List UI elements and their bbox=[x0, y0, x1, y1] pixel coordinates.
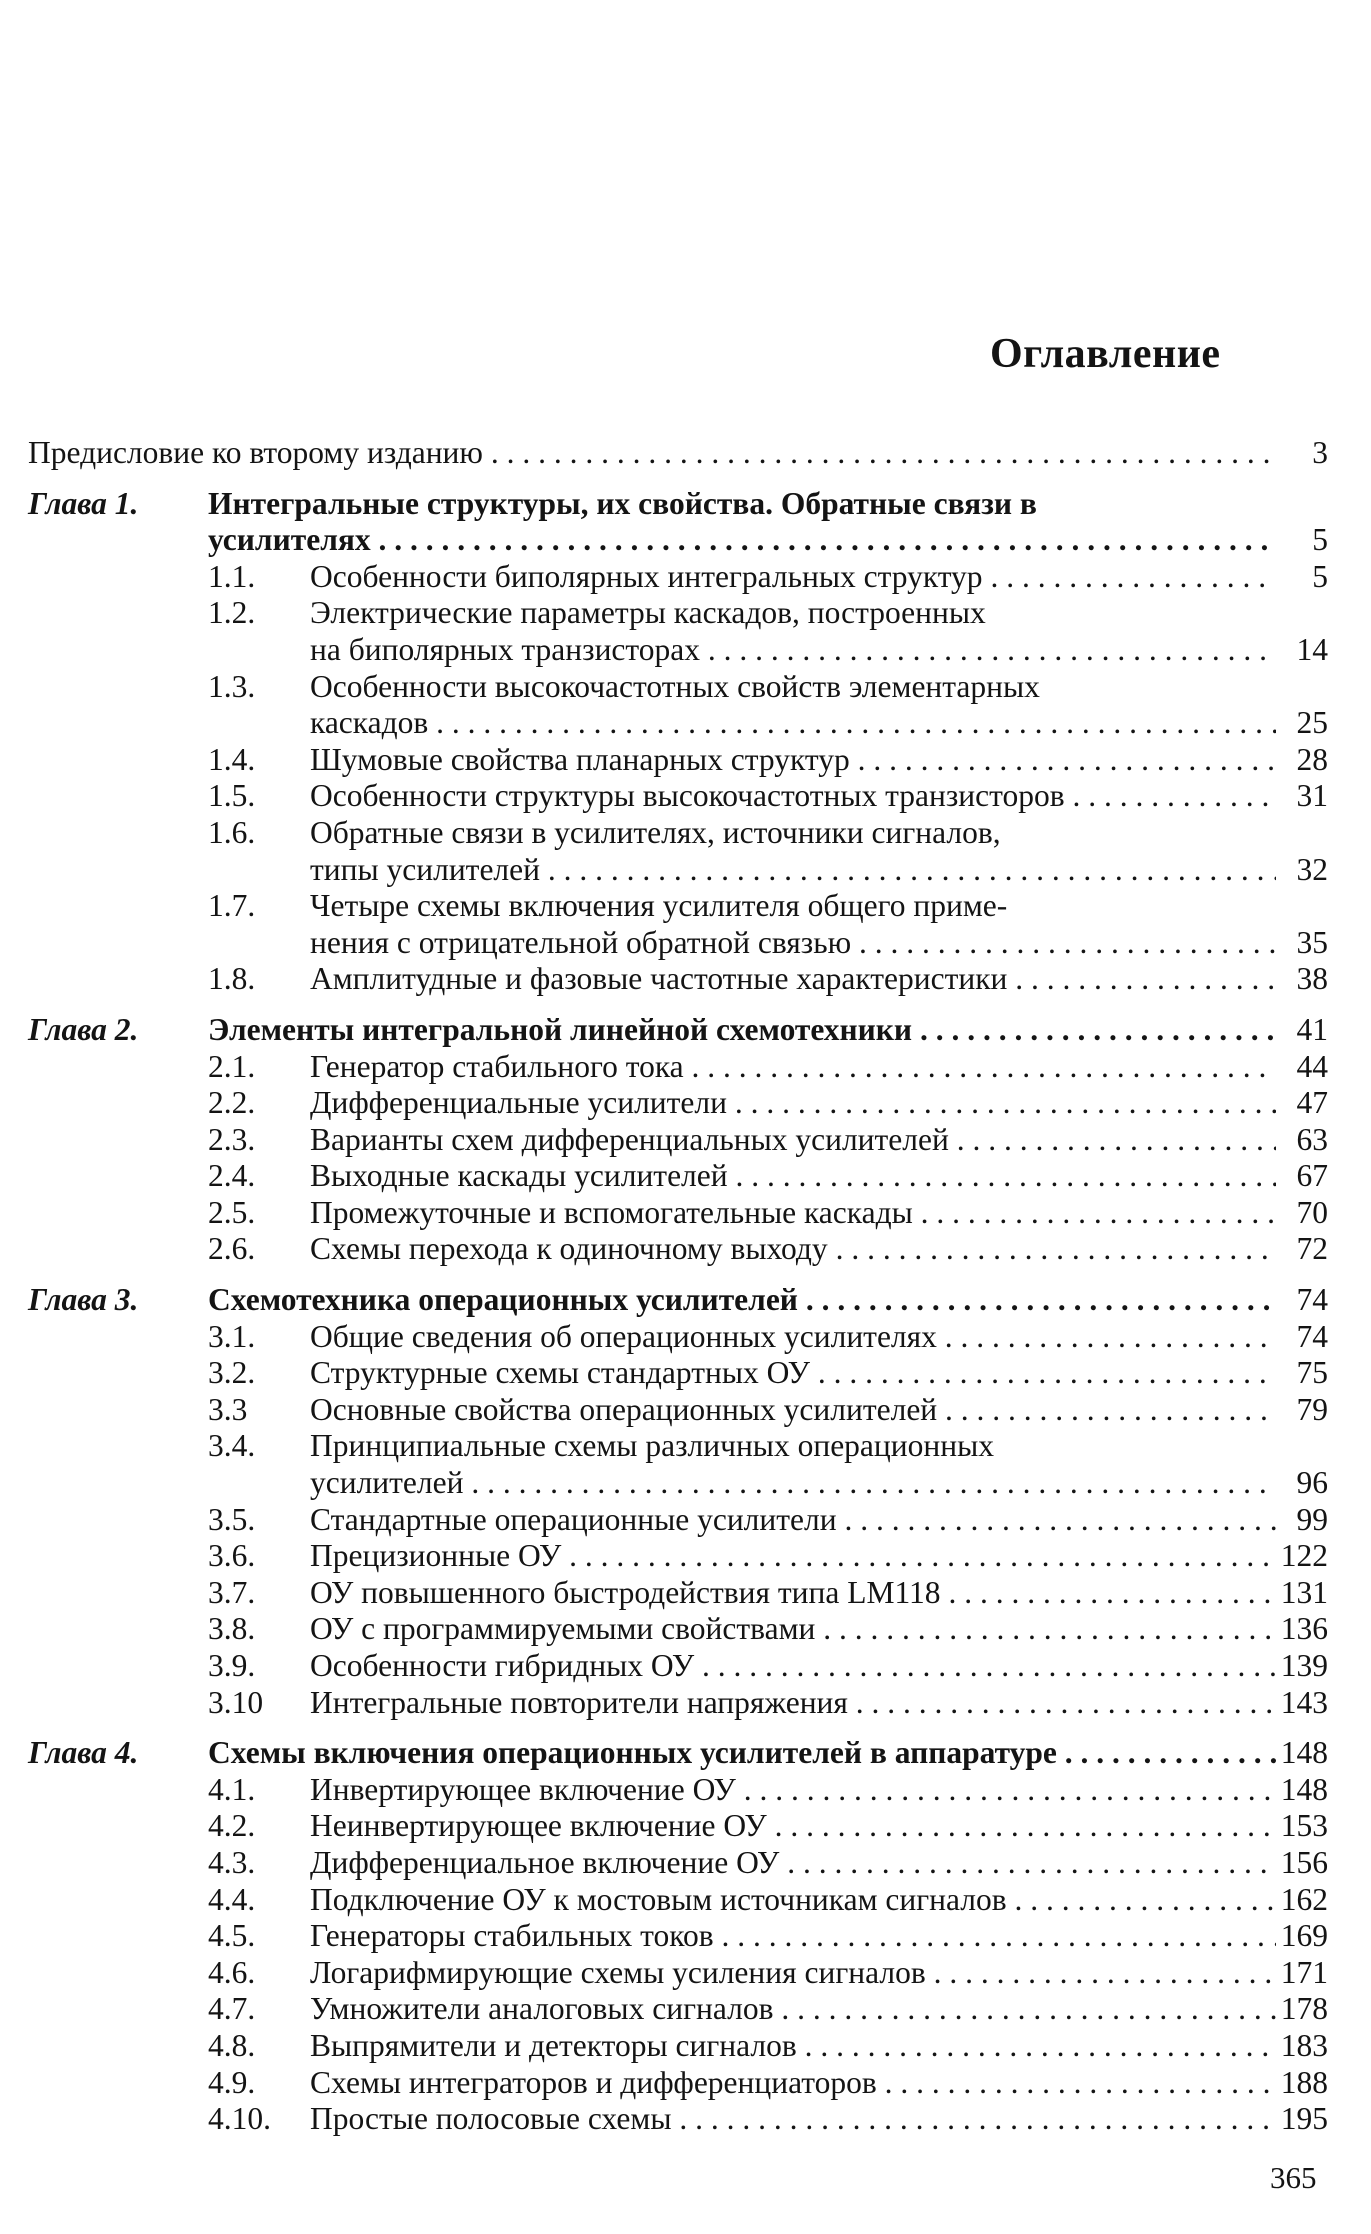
section-title: Электрические параметры каскадов, построенных bbox=[310, 595, 986, 631]
section-page: 5 bbox=[1312, 558, 1328, 594]
section-entry bbox=[28, 632, 1328, 669]
chapter-label: Глава 1. bbox=[28, 485, 139, 521]
section-entry bbox=[28, 778, 1328, 815]
section-entry bbox=[28, 1085, 1328, 1122]
section-title: Промежуточные и вспомогательные каскады . . . bbox=[310, 1195, 1276, 1232]
section-page: 148 bbox=[1280, 1771, 1328, 1807]
section-title: усилителей . . . bbox=[310, 1465, 1276, 1502]
section-number: 3.10 bbox=[208, 1684, 264, 1720]
section-page: 122 bbox=[1280, 1538, 1328, 1574]
section-number: 3.6. bbox=[208, 1538, 256, 1574]
section-entry bbox=[28, 2028, 1328, 2065]
section-page: 70 bbox=[1296, 1194, 1328, 1230]
section-entry bbox=[28, 1808, 1328, 1845]
entry-text: Предисловие ко второму изданию . . . bbox=[28, 435, 1276, 472]
section-entry bbox=[28, 669, 1328, 706]
section-entry bbox=[28, 1918, 1328, 1955]
section-title: Генератор стабильного тока . . . bbox=[310, 1049, 1276, 1086]
section-title: Схемы интеграторов и дифференциаторов . . . bbox=[310, 2065, 1276, 2102]
section-number: 1.5. bbox=[208, 778, 256, 814]
section-entry bbox=[28, 705, 1328, 742]
section-page: 47 bbox=[1296, 1085, 1328, 1121]
section-number: 4.4. bbox=[208, 1881, 256, 1917]
section-entry bbox=[28, 1575, 1328, 1612]
section-page: 35 bbox=[1296, 924, 1328, 960]
section-entry bbox=[28, 742, 1328, 779]
section-number: 3.4. bbox=[208, 1428, 256, 1464]
chapter-heading bbox=[28, 1282, 1328, 1319]
section-page: 79 bbox=[1296, 1391, 1328, 1427]
section-entry bbox=[28, 2065, 1328, 2102]
section-title: Четыре схемы включения усилителя общего приме- bbox=[310, 888, 1008, 924]
section-title: Инвертирующее включение ОУ . . . bbox=[310, 1772, 1276, 1809]
section-number: 2.5. bbox=[208, 1194, 256, 1230]
section-title: Интегральные повторители напряжения . . . bbox=[310, 1685, 1276, 1722]
section-title: Подключение ОУ к мостовым источникам сигналов . . . bbox=[310, 1882, 1276, 1919]
section-title: Дифференциальное включение ОУ . . . bbox=[310, 1845, 1276, 1882]
section-title: Выпрямители и детекторы сигналов . . . bbox=[310, 2028, 1276, 2065]
page-number: 365 bbox=[1270, 2160, 1317, 2195]
section-number: 1.8. bbox=[208, 961, 256, 997]
section-page: 25 bbox=[1296, 705, 1328, 741]
section-title: Особенности гибридных ОУ . . . bbox=[310, 1648, 1276, 1685]
section-page: 67 bbox=[1296, 1158, 1328, 1194]
section-number: 3.8. bbox=[208, 1611, 256, 1647]
section-number: 4.7. bbox=[208, 1991, 256, 2027]
section-entry bbox=[28, 888, 1328, 925]
section-title: Принципиальные схемы различных операционных bbox=[310, 1428, 995, 1464]
section-entry bbox=[28, 1955, 1328, 1992]
section-page: 31 bbox=[1296, 778, 1328, 814]
section-title: Стандартные операционные усилители . . . bbox=[310, 1502, 1276, 1539]
section-entry bbox=[28, 1319, 1328, 1356]
section-entry bbox=[28, 815, 1328, 852]
section-title: Амплитудные и фазовые частотные характеристики . . . bbox=[310, 961, 1276, 998]
section-title: Основные свойства операционных усилителей . . . bbox=[310, 1392, 1276, 1429]
section-title: Выходные каскады усилителей . . . bbox=[310, 1158, 1276, 1195]
section-title: каскадов . . . bbox=[310, 705, 1276, 742]
section-entry bbox=[28, 1122, 1328, 1159]
chapter-label: Глава 2. bbox=[28, 1011, 139, 1047]
section-page: 63 bbox=[1296, 1121, 1328, 1157]
section-page: 188 bbox=[1280, 2064, 1328, 2100]
entry-page: 3 bbox=[1312, 435, 1328, 470]
section-entry bbox=[28, 1502, 1328, 1539]
section-entry bbox=[28, 2101, 1328, 2138]
chapter-heading-cont bbox=[28, 522, 1328, 559]
section-number: 1.6. bbox=[208, 814, 256, 850]
section-page: 143 bbox=[1280, 1684, 1328, 1720]
chapter-page: 5 bbox=[1312, 522, 1328, 558]
section-page: 162 bbox=[1280, 1881, 1328, 1917]
section-entry bbox=[28, 1392, 1328, 1429]
section-page: 28 bbox=[1296, 741, 1328, 777]
section-page: 99 bbox=[1296, 1501, 1328, 1537]
section-number: 1.1. bbox=[208, 558, 256, 594]
section-number: 4.9. bbox=[208, 2064, 256, 2100]
section-entry bbox=[28, 1355, 1328, 1392]
section-title: Логарифмирующие схемы усиления сигналов . . . bbox=[310, 1955, 1276, 1992]
section-title: Особенности биполярных интегральных структур . . . bbox=[310, 559, 1276, 596]
section-page: 178 bbox=[1280, 1991, 1328, 2027]
page-title: Оглавление bbox=[990, 331, 1221, 377]
section-title: Прецизионные ОУ . . . bbox=[310, 1538, 1276, 1575]
section-title: Структурные схемы стандартных ОУ . . . bbox=[310, 1355, 1276, 1392]
chapter-page: 148 bbox=[1280, 1735, 1328, 1771]
table-of-contents bbox=[28, 435, 1328, 2138]
section-entry bbox=[28, 1611, 1328, 1648]
section-title: Умножители аналоговых сигналов . . . bbox=[310, 1991, 1276, 2028]
section-number: 4.6. bbox=[208, 1954, 256, 1990]
section-entry bbox=[28, 1158, 1328, 1195]
section-number: 3.7. bbox=[208, 1574, 256, 1610]
section-number: 4.1. bbox=[208, 1771, 256, 1807]
section-number: 3.9. bbox=[208, 1648, 256, 1683]
section-page: 195 bbox=[1280, 2101, 1328, 2137]
section-page: 131 bbox=[1280, 1574, 1328, 1610]
section-number: 2.2. bbox=[208, 1085, 256, 1121]
section-title: Общие сведения об операционных усилителях . . . bbox=[310, 1319, 1276, 1356]
chapter-title: Схемотехника операционных усилителей . . . bbox=[208, 1282, 1276, 1319]
section-entry bbox=[28, 1049, 1328, 1086]
section-title: Особенности высокочастотных свойств элементарных bbox=[310, 668, 1040, 704]
section-title: Дифференциальные усилители . . . bbox=[310, 1085, 1276, 1122]
chapter-page: 41 bbox=[1296, 1011, 1328, 1047]
section-entry bbox=[28, 1991, 1328, 2028]
section-number: 3.5. bbox=[208, 1501, 256, 1537]
section-title: типы усилителей . . . bbox=[310, 852, 1276, 889]
section-entry bbox=[28, 1465, 1328, 1502]
section-page: 153 bbox=[1280, 1808, 1328, 1844]
section-page: 96 bbox=[1296, 1465, 1328, 1501]
section-number: 1.2. bbox=[208, 595, 256, 631]
chapter-heading bbox=[28, 486, 1328, 523]
section-page: 156 bbox=[1280, 1844, 1328, 1880]
section-page: 183 bbox=[1280, 2027, 1328, 2063]
section-page: 32 bbox=[1296, 851, 1328, 887]
section-title: ОУ повышенного быстродействия типа LM118 . . . bbox=[310, 1575, 1276, 1612]
section-page: 74 bbox=[1296, 1318, 1328, 1354]
section-number: 1.4. bbox=[208, 741, 256, 777]
section-number: 4.10. bbox=[208, 2101, 271, 2137]
section-number: 4.8. bbox=[208, 2027, 256, 2063]
section-entry bbox=[28, 1845, 1328, 1882]
section-page: 169 bbox=[1280, 1918, 1328, 1954]
section-entry bbox=[28, 852, 1328, 889]
section-number: 2.3. bbox=[208, 1121, 256, 1157]
section-number: 3.2. bbox=[208, 1355, 256, 1391]
chapter-label: Глава 3. bbox=[28, 1282, 139, 1318]
section-title: Шумовые свойства планарных структур . . . bbox=[310, 742, 1276, 779]
section-title: Особенности структуры высокочастотных транзисторов . . . bbox=[310, 778, 1276, 815]
section-title: на биполярных транзисторах . . . bbox=[310, 632, 1276, 669]
section-entry bbox=[28, 961, 1328, 998]
chapter-title: Схемы включения операционных усилителей в аппаратуре . . . bbox=[208, 1735, 1276, 1772]
section-page: 14 bbox=[1296, 631, 1328, 667]
section-number: 1.3. bbox=[208, 668, 256, 704]
section-title: Простые полосовые схемы . . . bbox=[310, 2101, 1276, 2138]
section-page: 75 bbox=[1296, 1355, 1328, 1391]
section-title: нения с отрицательной обратной связью . . . bbox=[310, 925, 1276, 962]
section-page: 136 bbox=[1280, 1611, 1328, 1647]
chapter-title: Элементы интегральной линейной схемотехники . . . bbox=[208, 1012, 1276, 1049]
section-page: 44 bbox=[1296, 1048, 1328, 1084]
section-entry bbox=[28, 1882, 1328, 1919]
section-page: 72 bbox=[1296, 1231, 1328, 1267]
section-page: 38 bbox=[1296, 961, 1328, 997]
toc-entry-preface bbox=[28, 435, 1328, 472]
section-number: 3.3 bbox=[208, 1391, 248, 1427]
section-title: ОУ с программируемыми свойствами . . . bbox=[310, 1611, 1276, 1648]
section-number: 4.5. bbox=[208, 1918, 256, 1954]
section-title: Варианты схем дифференциальных усилителей . . . bbox=[310, 1122, 1276, 1159]
section-number: 4.3. bbox=[208, 1844, 256, 1880]
section-number: 4.2. bbox=[208, 1808, 256, 1844]
section-title: Неинвертирующее включение ОУ . . . bbox=[310, 1808, 1276, 1845]
section-entry bbox=[28, 1231, 1328, 1268]
section-number: 1.7. bbox=[208, 888, 256, 924]
section-number: 2.6. bbox=[208, 1231, 256, 1267]
section-entry bbox=[28, 1772, 1328, 1809]
section-page: 139 bbox=[1280, 1648, 1328, 1683]
section-title: Генераторы стабильных токов . . . bbox=[310, 1918, 1276, 1955]
chapter-heading bbox=[28, 1012, 1328, 1049]
section-title: Обратные связи в усилителях, источники сигналов, bbox=[310, 814, 1001, 850]
section-entry bbox=[28, 1428, 1328, 1465]
section-number: 2.1. bbox=[208, 1048, 256, 1084]
chapter-title: усилителях . . . bbox=[208, 522, 1276, 559]
section-entry bbox=[28, 925, 1328, 962]
chapter-title: Интегральные структуры, их свойства. Обратные связи в bbox=[208, 485, 1037, 521]
section-entry bbox=[28, 559, 1328, 596]
chapter-heading bbox=[28, 1735, 1328, 1772]
chapter-page: 74 bbox=[1296, 1282, 1328, 1318]
section-entry bbox=[28, 1648, 1328, 1685]
section-entry bbox=[28, 1195, 1328, 1232]
section-entry bbox=[28, 1685, 1328, 1722]
section-number: 2.4. bbox=[208, 1158, 256, 1194]
section-entry bbox=[28, 595, 1328, 632]
section-title: Схемы перехода к одиночному выходу . . . bbox=[310, 1231, 1276, 1268]
section-entry bbox=[28, 1538, 1328, 1575]
section-number: 3.1. bbox=[208, 1318, 256, 1354]
section-page: 171 bbox=[1280, 1954, 1328, 1990]
chapter-label: Глава 4. bbox=[28, 1735, 139, 1771]
